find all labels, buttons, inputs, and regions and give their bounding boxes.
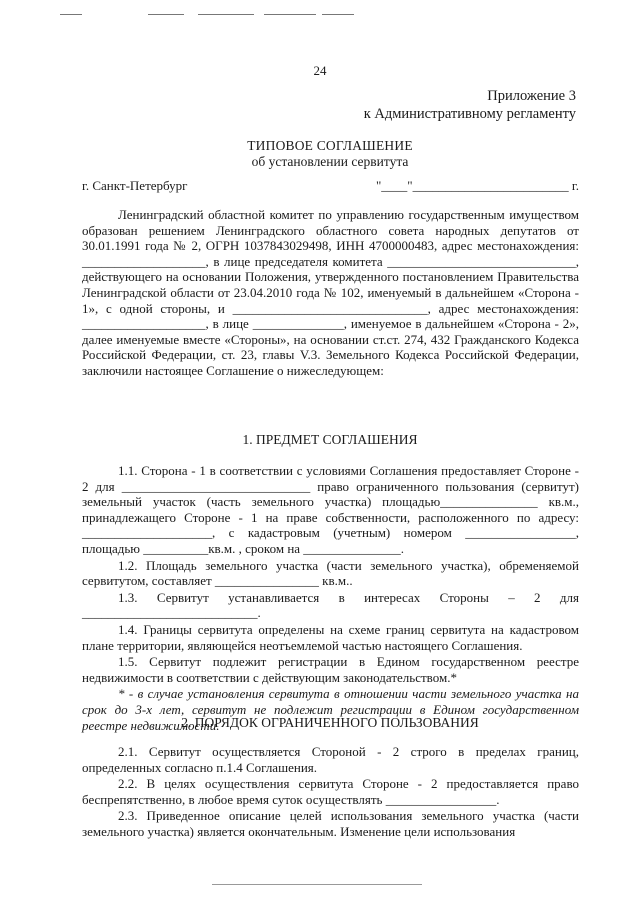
section-2-heading: 2. ПОРЯДОК ОГРАНИЧЕННОГО ПОЛЬЗОВАНИЯ xyxy=(181,715,479,730)
page-number: 24 xyxy=(313,63,327,78)
clause-2-2: 2.2. В целях осуществления сервитута Стороне - 2 предоставляется право беспрепятственно, в любое время суток осуществлять _________________. xyxy=(82,776,579,807)
scan-artifact-marks xyxy=(60,14,360,18)
preamble-block xyxy=(82,207,579,379)
clause-1-4: 1.4. Границы сервитута определены на схеме границ сервитута на кадастровом плане территории, являющейся неотъемлемой частью настоящего Соглашения. xyxy=(82,621,579,653)
footnote: * - в случае установления сервитута в отношении части земельного участка на срок до 3-х лет, сервитут не подлежит регистрации в Едином государственном реестре недвижимости. xyxy=(82,686,579,733)
appendix-number: Приложение 3 xyxy=(487,88,576,104)
section-1-heading: 1. ПРЕДМЕТ СОГЛАШЕНИЯ xyxy=(242,432,418,447)
appendix-reference: к Административному регламенту xyxy=(363,106,576,122)
scan-bottom-line xyxy=(212,884,422,885)
document-subtitle: об установлении сервитута xyxy=(251,154,409,169)
preamble-paragraph: Ленинградский областной комитет по управлению государственным имуществом образован решением Ленинградского областного совета народных депутатов от 30.01.1991 года № 2, ОГРН 1037843029498, ИНН 4700000483, адрес местонахождения: ___________________, в лице председателя комитета _____________________________, действующего на основании Положения, утвержденного постановлением Правительства Ленинградской области от 23.04.2010 года № 102, именуемый в дальнейшем «Сторона - 1», с одной стороны, и ______________________________, адрес местонахождения: ___________________, в лице ______________, именуемое в дальнейшем «Сторона - 2», далее именуемые вместе «Стороны», на основании ст.ст. 274, 432 Гражданского Кодекса Российской Федерации, ст. 23, главы V.3. Земельного Кодекса Российской Федерации, заключили настоящее Соглашение о нижеследующем: xyxy=(82,207,579,378)
clause-2-3: 2.3. Приведенное описание целей использования земельного участка (части земельного участка) является окончательным. Изменение цели использования xyxy=(82,808,579,839)
date-blank: "____"________________________ г. xyxy=(376,178,579,193)
clause-1-5: 1.5. Сервитут подлежит регистрации в Едином государственном реестре недвижимости в соответствии с действующим законодательством.* xyxy=(82,654,579,685)
clause-1-3: 1.3. Сервитут устанавливается в интересах Стороны – 2 для ___________________________. xyxy=(82,589,579,621)
clause-1-2: 1.2. Площадь земельного участка (части земельного участка), обременяемой сервитутом, составляет ________________ кв.м.. xyxy=(82,557,579,589)
place-of-signing: г. Санкт-Петербург xyxy=(82,178,188,193)
section-2-body xyxy=(82,744,579,841)
document-title: ТИПОВОЕ СОГЛАШЕНИЕ xyxy=(247,138,413,153)
clause-1-1: 1.1. Сторона - 1 в соответствии с условиями Соглашения предоставляет Стороне - 2 для _____________________________ право ограниченного пользования (сервитут) земельный участок (часть земельного участка) площадью_______________ кв.м., принадлежащего Стороне - 1 на праве собственности, расположенного по адресу: ____________________, с кадастровым (учетным) номером _________________, площадью __________кв.м. , сроком на _______________. xyxy=(82,463,579,556)
section-1-body xyxy=(82,463,579,734)
clause-2-1: 2.1. Сервитут осуществляется Стороной - 2 строго в пределах границ, определенных согласно п.1.4 Соглашения. xyxy=(82,744,579,775)
